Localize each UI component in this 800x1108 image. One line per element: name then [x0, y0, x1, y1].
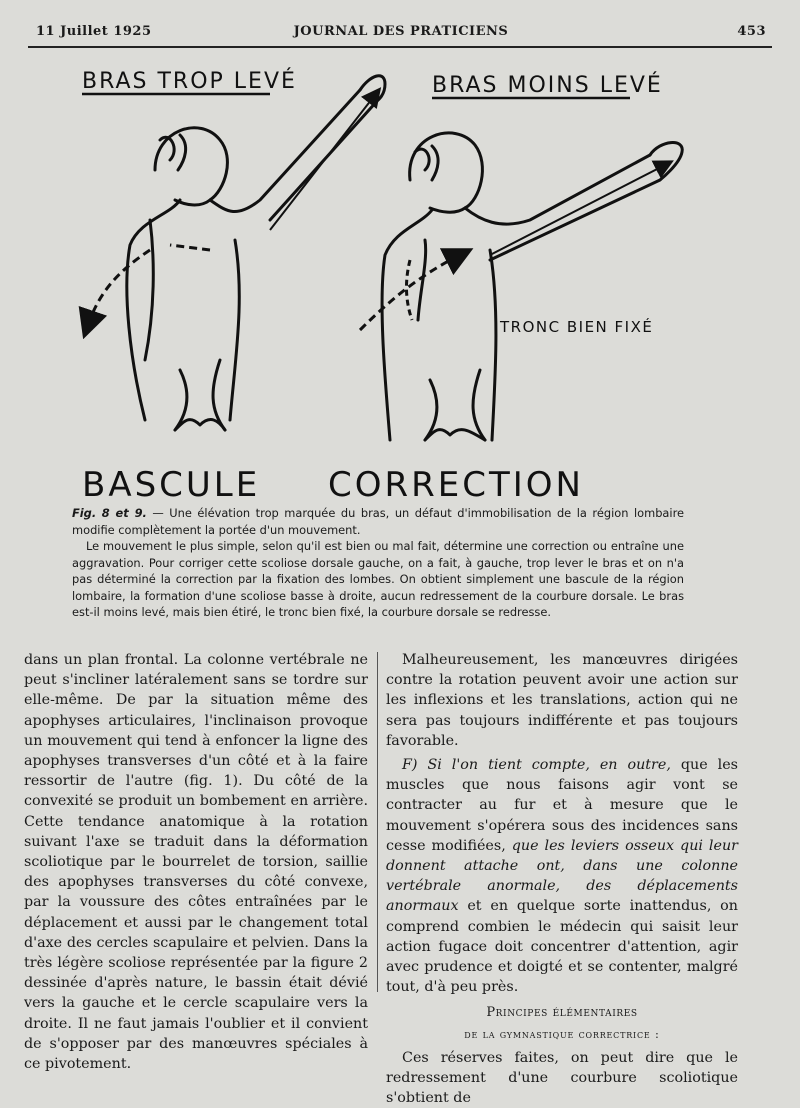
caption-fig-text: — Une élévation trop marquée du bras, un défaut d'immobilisation de la région lombaire modifie complètement la portée d'un mouvement. — [72, 506, 685, 537]
right-paragraph-2-lead: F) Si l'on tient compte, en outre, — [402, 757, 671, 774]
header-date: 11 Juillet 1925 — [36, 24, 152, 39]
subheading-principes: Principes élémentaires — [486, 1005, 638, 1021]
arrow-spine-right — [406, 260, 412, 320]
figure-left-silhouette — [127, 76, 385, 430]
caption-fig-numbers: 8 et 9. — [101, 506, 147, 520]
arrow-bascule-left — [88, 250, 150, 325]
header-page-number: 453 — [737, 24, 766, 39]
running-header — [32, 24, 770, 46]
arrow-arm-left — [270, 95, 375, 230]
figure-illustration — [60, 60, 750, 500]
arrow-correction-right — [360, 255, 460, 330]
word-correction: CORRECTION — [328, 465, 584, 500]
label-bras-moins-leve: BRAS MOINS LEVÉ — [432, 73, 663, 98]
right-column — [386, 650, 738, 1108]
arrow-shoulder-left — [170, 245, 210, 250]
caption-fig-label: Fig. — [72, 506, 97, 520]
word-bascule: BASCULE — [82, 465, 261, 500]
figure-8-9 — [60, 60, 750, 500]
left-column — [24, 650, 368, 1074]
caption-title — [72, 505, 684, 538]
left-paragraph-1: dans un plan frontal. La colonne vertébrale ne peut s'incliner latéralement sans se tordre sur elle-même. De par la situation même des apophyses articulaires, l'inclinaison provoque un mouvement qui tend à enfoncer la ligne des apophyses transverses d'un côté et à la faire ressortir de l'autre (fig. 1). Du côté de la convexité se produit un bombement en arrière. Cette tendance anatomique à la rotation suivant l'axe se traduit dans la déformation scoliotique par le bourrelet de torsion, saillie des apophyses transverses du côté convexe, par la voussure des côtes entraînées par le déplacement et aussi par le changement total d'axe des cercles scapulaire et pelvien. Dans la très légère scoliose représentée par la figure 2 dessinée d'après nature, le bassin était dévié vers la gauche et le cercle scapulaire vers la droite. Il ne faut jamais l'oublier et il convient de s'opposer par des manœuvres spéciales à ce pivotement. — [24, 652, 368, 1073]
right-paragraph-2-a: que les muscles que nous faisons agir vont se contracter au fur et à mesure que le mouvement s'opérera sous des incidences sans cesse modifiées, — [386, 757, 739, 854]
figure-caption — [72, 505, 684, 621]
header-journal-title: JOURNAL DES PRATICIENS — [293, 24, 509, 39]
caption-body: Le mouvement le plus simple, selon qu'il est bien ou mal fait, détermine une correction ou entraîne une aggravation. Pour corriger cette scoliose dorsale gauche, on a fait, à gauche, trop lever le bras et on n'a pas déterminé la correction par la fixation des lombes. On obtient simplement une bascule de la région lombaire, la formation d'une scoliose basse à droite, aucun redressement de la courbure dorsale. Le bras est-il moins levé, mais bien étiré, le tronc bien fixé, la courbure dorsale se redresse. — [72, 539, 684, 619]
header-rule — [28, 46, 772, 48]
arrow-arm-right — [490, 165, 665, 255]
column-divider — [377, 652, 378, 992]
right-paragraph-2-b: et en quelque sorte inattendus, on comprend combien le médecin qui saisit leur action fugace doit concentrer d'attention, agir avec prudence et doigté et se contenter, malgré tout, d'à peu près. — [386, 898, 738, 996]
right-paragraph-1: Malheureusement, les manœuvres dirigées contre la rotation peuvent avoir une action sur les inflexions et les translations, action qui ne sera pas toujours indifférente et pas toujours favorable. — [386, 652, 738, 749]
subheading-gymnastique: de la gymnastique correctrice : — [464, 1026, 660, 1041]
right-paragraph-3: Ces réserves faites, on peut dire que le redressement d'une courbure scoliotique s'obtient de — [386, 1049, 738, 1107]
label-tronc-bien-fixe: TRONC BIEN FIXÉ — [500, 318, 654, 336]
right-paragraph-2-italic: que les leviers osseux qui leur donnent attache ont, dans une colonne vertébrale anormale, des déplacements anormaux — [386, 837, 739, 915]
right-paragraph-2 — [386, 755, 738, 997]
label-bras-trop-leve: BRAS TROP LEVÉ — [82, 69, 297, 94]
